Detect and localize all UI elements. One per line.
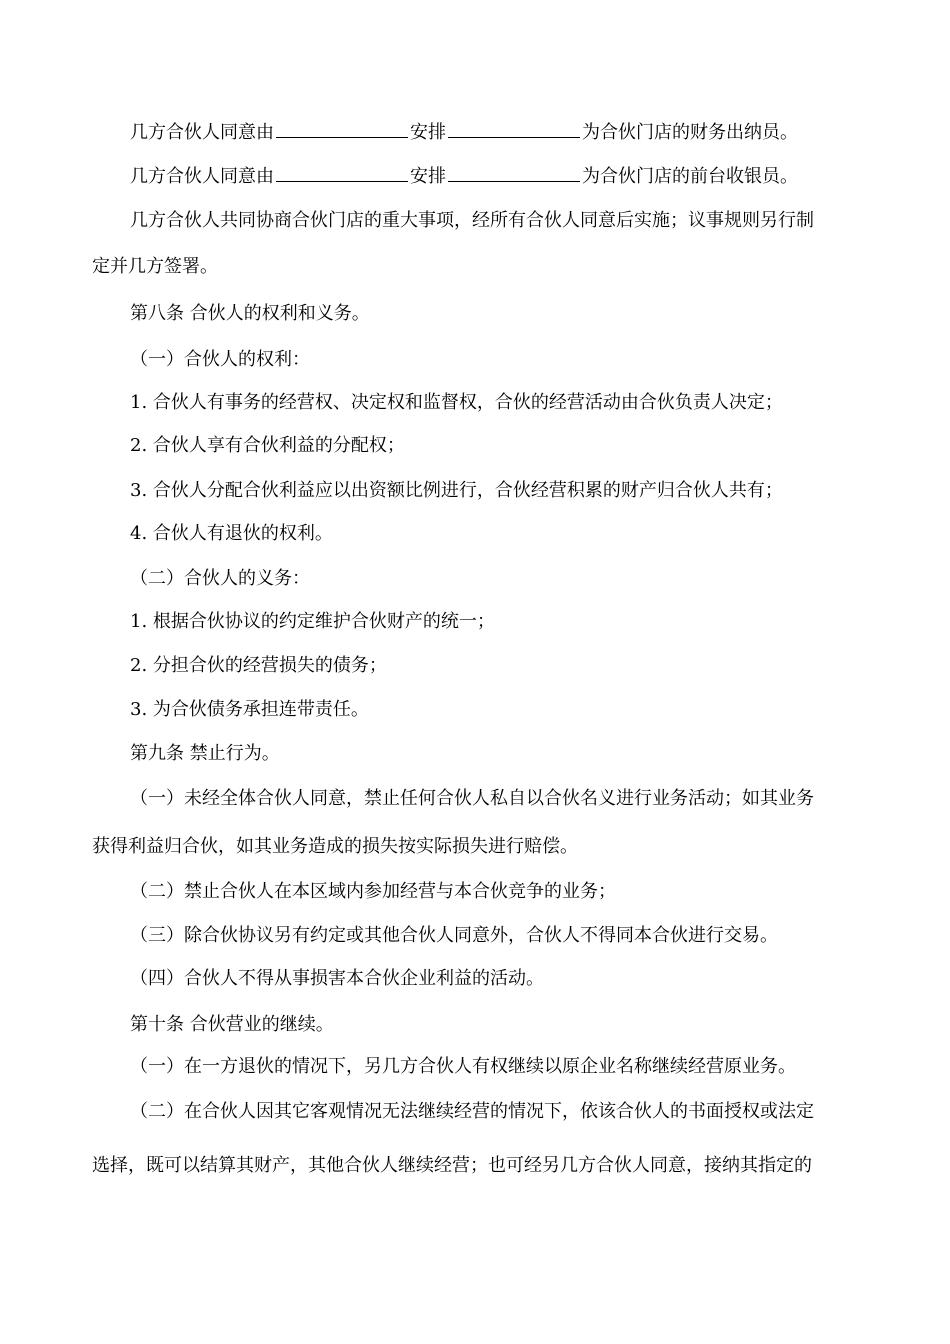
list-item: 4. 合伙人有退伙的权利。 [130,523,333,544]
paragraph-cashier [130,121,798,144]
section-heading: （二）合伙人的义务： [130,568,310,589]
list-item: 1. 合伙人有事务的经营权、决定权和监督权，合伙的经营活动由合伙负责人决定； [130,392,783,413]
text-segment: 安排 [410,122,446,143]
text-line: 获得利益归合伙，如其业务造成的损失按实际损失进行赔偿。 [92,836,578,857]
text-line: 定并几方签署。 [92,256,218,277]
paragraph-receptionist [130,165,798,188]
list-item: 2. 合伙人享有合伙利益的分配权； [130,435,405,456]
article-heading: 第八条 合伙人的权利和义务。 [130,303,370,324]
text-segment: 几方合伙人同意由 [130,166,274,187]
text-line: （四）合伙人不得从事损害本合伙企业利益的活动。 [130,968,544,989]
list-item: 2. 分担合伙的经营损失的债务； [130,655,387,676]
text-segment: 为合伙门店的前台收银员。 [582,166,798,187]
text-line: 几方合伙人共同协商合伙门店的重大事项，经所有合伙人同意后实施；议事规则另行制 [130,210,814,231]
text-line: （二）在合伙人因其它客观情况无法继续经营的情况下，依该合伙人的书面授权或法定 [130,1101,814,1122]
blank-line [448,165,580,182]
text-line: （一）未经全体合伙人同意，禁止任何合伙人私自以合伙名义进行业务活动；如其业务 [130,788,814,809]
blank-line [276,121,408,138]
text-line: 选择，既可以结算其财产，其他合伙人继续经营；也可经另几方合伙人同意，接纳其指定的 [92,1155,812,1176]
text-line: （二）禁止合伙人在本区域内参加经营与本合伙竞争的业务； [130,881,616,902]
list-item: 3. 合伙人分配合伙利益应以出资额比例进行，合伙经营积累的财产归合伙人共有； [130,480,783,501]
text-segment: 安排 [410,166,446,187]
text-segment: 为合伙门店的财务出纳员。 [582,122,798,143]
text-segment: 几方合伙人同意由 [130,122,274,143]
blank-line [448,121,580,138]
text-line: （三）除合伙协议另有约定或其他合伙人同意外，合伙人不得同本合伙进行交易。 [130,925,778,946]
text-line: （一）在一方退伙的情况下，另几方合伙人有权继续以原企业名称继续经营原业务。 [130,1056,796,1077]
section-heading: （一）合伙人的权利： [130,349,310,370]
blank-line [276,165,408,182]
list-item: 3. 为合伙债务承担连带责任。 [130,699,369,720]
article-heading: 第十条 合伙营业的继续。 [130,1014,334,1035]
article-heading: 第九条 禁止行为。 [130,743,280,764]
list-item: 1. 根据合伙协议的约定维护合伙财产的统一； [130,611,495,632]
